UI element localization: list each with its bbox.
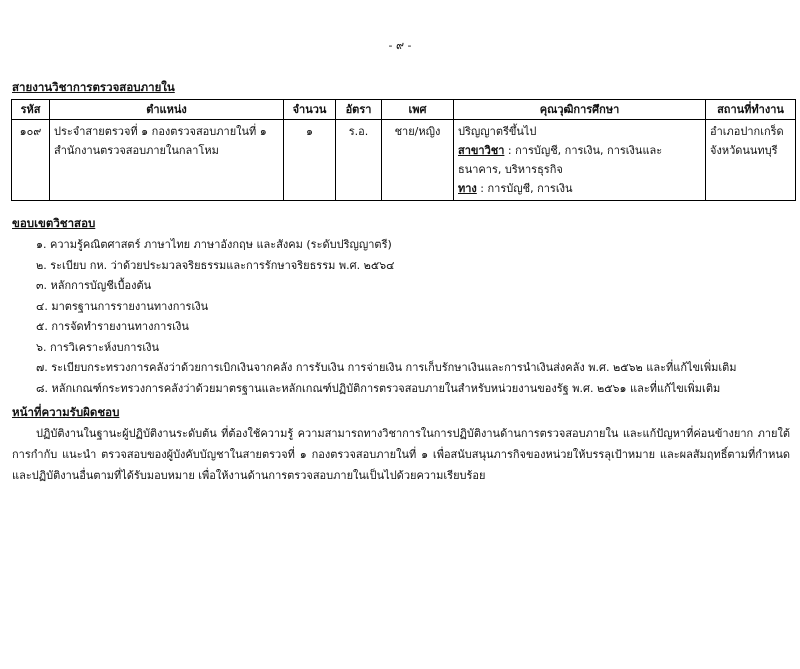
header-qualification: คุณวุฒิการศึกษา — [454, 100, 706, 120]
major-label: สาขาวิชา — [458, 144, 505, 157]
cell-position: ประจำสายตรวจที่ ๑ กองตรวจสอบภายในที่ ๑ สำนักงานตรวจสอบภายในกลาโหม — [50, 120, 284, 201]
qualification-track — [458, 179, 701, 198]
header-sex: เพศ — [382, 100, 454, 120]
list-item: ๕. การจัดทำรายงานทางการเงิน — [36, 320, 189, 333]
cell-rate: ร.อ. — [336, 120, 382, 201]
list-item: ๔. มาตรฐานการรายงานทางการเงิน — [36, 299, 209, 313]
table-header-row — [12, 100, 796, 120]
cell-sex: ชาย/หญิง — [382, 120, 454, 201]
header-rate: อัตรา — [336, 100, 382, 120]
qualification-major — [458, 141, 701, 179]
list-item: ๗. ระเบียบกระทรวงการคลังว่าด้วยการเบิกเงินจากคลัง การรับเงิน การจ่ายเงิน การเก็บรักษาเงินและการนำเงินส่งคลัง พ.ศ. ๒๕๖๒ และที่แก้ไขเพิ่มเติม — [36, 361, 737, 374]
header-location: สถานที่ทำงาน — [706, 100, 796, 120]
duties-title: หน้าที่ความรับผิดชอบ — [12, 405, 120, 419]
header-code: รหัส — [12, 100, 50, 120]
list-item: ๒. ระเบียบ กห. ว่าด้วยประมวลจริยธรรมและการรักษาจริยธรรม พ.ศ. ๒๕๖๔ — [36, 258, 395, 272]
track-text: : การบัญชี, การเงิน — [476, 182, 573, 195]
scope-title: ขอบเขตวิชาสอบ — [12, 216, 96, 230]
scope-list — [36, 235, 796, 399]
duties-paragraph: ปฏิบัติงานในฐานะผู้ปฏิบัติงานระดับต้น ที่ต้องใช้ความรู้ ความสามารถทางวิชาการในการปฏิบัติงานด้านการตรวจสอบภายใน และแก้ปัญหาที่ค่อนข้างยาก ภายใต้การกำกับ แนะนำ ตรวจสอบของผู้บังคับบัญชาในสายตรวจที่ ๑ กองตรวจสอบภายในที่ ๑ เพื่อสนับสนุนภารกิจของหน่วยให้บรรลุเป้าหมาย และผลสัมฤทธิ์ตามที่กำหนด และปฏิบัติงานอื่นตามที่ได้รับมอบหมาย เพื่อให้งานด้านการตรวจสอบภายในเป็นไปด้วยความเรียบร้อย — [12, 427, 790, 482]
position-table — [11, 99, 796, 201]
list-item: ๘. หลักเกณฑ์กระทรวงการคลังว่าด้วยมาตรฐานและหลักเกณฑ์ปฏิบัติการตรวจสอบภายในสำหรับหน่วยงานของรัฐ พ.ศ. ๒๕๖๑ และที่แก้ไขเพิ่มเติม — [36, 381, 721, 395]
list-item: ๖. การวิเคราะห์งบการเงิน — [36, 340, 160, 354]
header-count: จำนวน — [284, 100, 336, 120]
list-item: ๑. ความรู้คณิตศาสตร์ ภาษาไทย ภาษาอังกฤษ และสังคม (ระดับปริญญาตรี) — [36, 238, 392, 251]
cell-code: ๑๐๙ — [12, 120, 50, 201]
list-item: ๓. หลักการบัญชีเบื้องต้น — [36, 279, 152, 292]
major-text: : การบัญชี, การเงิน, การเงินและธนาคาร, บริหารธุรกิจ — [458, 144, 663, 176]
cell-count: ๑ — [284, 120, 336, 201]
track-label: ทาง — [458, 182, 477, 195]
cell-qualification — [454, 120, 706, 201]
qualification-degree: ปริญญาตรีขึ้นไป — [458, 125, 537, 138]
unit-title: สายงานวิชาการตรวจสอบภายใน — [12, 80, 175, 94]
cell-location: อำเภอปากเกร็ด จังหวัดนนทบุรี — [706, 120, 796, 201]
header-position: ตำแหน่ง — [50, 100, 284, 120]
table-row — [12, 120, 796, 201]
page-number: - ๙ - — [388, 39, 412, 52]
